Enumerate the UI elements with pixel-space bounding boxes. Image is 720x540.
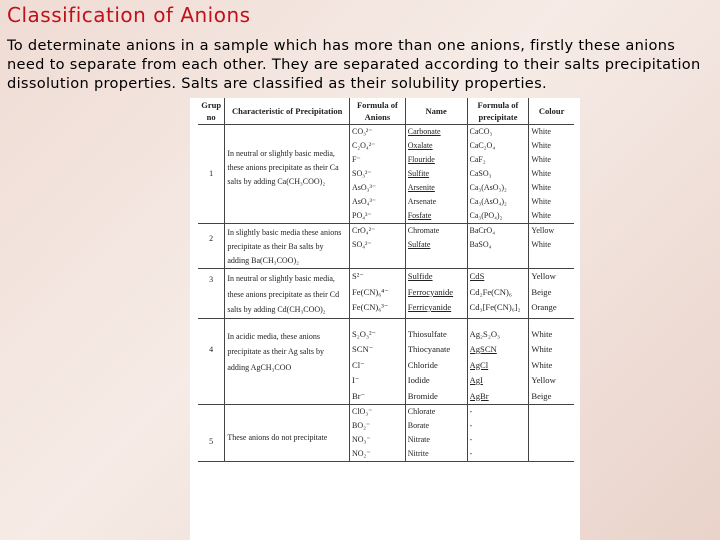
anion-name: Chlorate xyxy=(407,407,436,416)
anion-formula: CrO₄²⁻ xyxy=(352,226,376,235)
header-colour: Colour xyxy=(529,98,574,125)
anion-name: Iodide xyxy=(407,375,430,385)
precipitate-colour: White xyxy=(531,344,553,354)
precipitate-formula: CaC₂O₄ xyxy=(469,141,496,150)
table-header-row xyxy=(198,98,574,125)
group-characteristic: In slightly basic media these anions precipitate as their Ba salts by adding Ba(CH₃COO)₂ xyxy=(227,228,342,265)
anion-formula: NO₃⁻ xyxy=(352,435,371,444)
group-number: 5 xyxy=(209,437,214,446)
anion-name: Ferricyanide xyxy=(407,302,452,312)
anion-name: Arsenate xyxy=(407,197,437,206)
anion-name: Bromide xyxy=(407,390,438,401)
precipitate-formula: Ag₂S₂O₃ xyxy=(469,328,501,339)
precipitate-formula: - xyxy=(469,421,473,430)
anion-classification-table xyxy=(198,98,574,462)
precipitate-formula: CdS xyxy=(469,271,485,281)
anion-formula: Fe(CN)₆⁴⁻ xyxy=(352,286,389,297)
header-group-no: Grup no xyxy=(198,98,225,125)
table-group-1 xyxy=(198,125,574,224)
anion-formula: C₂O₄²⁻ xyxy=(352,141,376,150)
anion-formula: Br⁻ xyxy=(352,390,366,401)
anion-formula: I⁻ xyxy=(352,375,360,385)
precipitate-formula: CaSO₃ xyxy=(469,169,492,178)
precipitate-colour: White xyxy=(531,197,551,206)
precipitate-colour: White xyxy=(531,211,551,220)
precipitate-formula: Ca₃(AsO₃)₂ xyxy=(469,183,507,192)
precipitate-formula: CaCO₃ xyxy=(469,127,493,136)
precipitate-formula: BaCrO₄ xyxy=(469,226,495,235)
anion-formula: SO₃²⁻ xyxy=(352,169,372,178)
precipitate-colour: White xyxy=(531,141,551,150)
anion-name: Sulfide xyxy=(407,271,433,281)
precipitate-colour: White xyxy=(531,169,551,178)
precipitate-formula: CaF₂ xyxy=(469,155,486,164)
precipitate-colour: White xyxy=(531,127,551,136)
precipitate-formula: BaSO₄ xyxy=(469,240,492,249)
precipitate-formula: - xyxy=(469,449,473,458)
anion-name: Ferrocyanide xyxy=(407,286,454,297)
precipitate-formula: AgSCN xyxy=(469,344,497,354)
anion-formula: SO₄²⁻ xyxy=(352,240,372,249)
anion-name: Thiocyanate xyxy=(407,344,451,354)
anion-name: Carbonate xyxy=(407,127,441,136)
precipitate-colour xyxy=(531,252,572,266)
precipitate-formula: - xyxy=(469,435,473,444)
anion-formula: S²⁻ xyxy=(352,271,364,281)
anion-name: Nitrate xyxy=(407,435,430,444)
precipitate-colour: White xyxy=(531,183,551,192)
precipitate-colour: Orange xyxy=(531,302,557,312)
anion-formula: Cl⁻ xyxy=(352,359,365,370)
table-group-3 xyxy=(198,269,574,319)
anion-name: Oxalate xyxy=(407,141,433,150)
group-number: 2 xyxy=(209,234,214,243)
precipitate-formula: Cd₂Fe(CN)₆ xyxy=(469,286,512,297)
anion-name: Thiosulfate xyxy=(407,328,447,339)
table-group-5 xyxy=(198,405,574,462)
table-group-2 xyxy=(198,224,574,269)
anion-formula xyxy=(352,252,403,266)
anion-formula: AsO₃³⁻ xyxy=(352,183,377,192)
precipitate-formula: AgBr xyxy=(469,390,489,401)
precipitate-colour: White xyxy=(531,155,551,164)
precipitate-colour: Yellow xyxy=(531,375,556,385)
anion-formula: ClO₃⁻ xyxy=(352,407,373,416)
group-characteristic: In neutral or slightly basic media, these anions precipitate as their Cd salts by adding Cd(CH₃COO)₂ xyxy=(227,274,340,314)
anion-formula: BO₂⁻ xyxy=(352,421,371,430)
group-number: 4 xyxy=(209,344,214,354)
precipitate-formula xyxy=(470,252,527,266)
group-characteristic: In neutral or slightly basic media, these anions precipitate as their Ca salts by adding Ca(CH₃COO)₂ xyxy=(227,149,339,186)
precipitate-formula: - xyxy=(469,407,473,416)
precipitate-colour: White xyxy=(531,240,551,249)
header-formula: Formula of Anions xyxy=(350,98,406,125)
header-precipitate: Formula of precipitate xyxy=(467,98,529,125)
anion-name xyxy=(408,252,465,266)
header-name: Name xyxy=(405,98,467,125)
anion-name: Sulfite xyxy=(407,169,430,178)
precipitate-colour xyxy=(531,419,572,433)
anion-name: Nitrite xyxy=(407,449,429,458)
precipitate-colour: Yellow xyxy=(531,226,555,235)
precipitate-colour: Yellow xyxy=(531,271,556,281)
precipitate-colour: Beige xyxy=(531,286,552,297)
anion-formula: AsO₄³⁻ xyxy=(352,197,377,206)
anion-name: Flouride xyxy=(407,155,435,164)
anion-name: Sulfate xyxy=(407,240,431,249)
anion-formula: S₂O₃²⁻ xyxy=(352,328,377,339)
intro-paragraph: To determinate anions in a sample which has more than one anions, firstly these anions need to separate from each other. They are separated according to their salts precipitation dissolution properties. Salts are classified as their solubility properties. xyxy=(7,37,701,92)
anion-name: Arsenite xyxy=(407,183,435,192)
precipitate-formula: AgCl xyxy=(469,359,489,370)
anion-formula: CO₃²⁻ xyxy=(352,127,373,136)
anion-formula: SCN⁻ xyxy=(352,344,374,354)
precipitate-formula: Ca₃(PO₄)₂ xyxy=(469,211,503,220)
anion-classification-table-image xyxy=(190,98,580,540)
precipitate-formula: AgI xyxy=(469,375,483,385)
table-group-4 xyxy=(198,318,574,405)
anion-formula: NO₂⁻ xyxy=(352,449,371,458)
group-number: 1 xyxy=(209,169,214,178)
anion-formula: Fe(CN)₆³⁻ xyxy=(352,302,389,312)
precipitate-colour xyxy=(531,405,572,419)
precipitate-colour: White xyxy=(531,359,553,370)
precipitate-formula: Ca₃(AsO₄)₂ xyxy=(469,197,507,206)
anion-name: Chromate xyxy=(407,226,440,235)
header-characteristic: Characteristic of Precipitation xyxy=(225,98,350,125)
precipitate-colour xyxy=(531,433,572,447)
group-characteristic: These anions do not precipitate xyxy=(227,433,328,442)
anion-name: Chloride xyxy=(407,359,438,370)
precipitate-colour: Beige xyxy=(531,390,552,401)
slide-title: Classification of Anions xyxy=(7,3,251,27)
precipitate-colour xyxy=(531,447,572,461)
group-number: 3 xyxy=(209,275,214,284)
group-characteristic: In acidic media, these anions precipitate as their Ag salts by adding AgCH₃COO xyxy=(227,331,324,372)
anion-formula: PO₄³⁻ xyxy=(352,211,372,220)
anion-name: Fosfate xyxy=(407,211,432,220)
precipitate-formula: Cd₃[Fe(CN)₆]₂ xyxy=(469,302,521,312)
anion-name: Borate xyxy=(407,421,430,430)
anion-formula: F⁻ xyxy=(352,155,361,164)
precipitate-colour: White xyxy=(531,328,553,339)
